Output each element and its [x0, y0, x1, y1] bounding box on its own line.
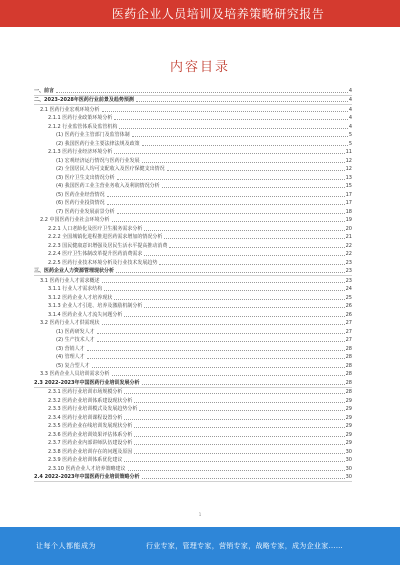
toc-entry[interactable]: [34, 182, 352, 191]
toc-leader-dots: [128, 470, 345, 471]
toc-leader-dots: [112, 375, 345, 376]
toc-entry-page: 21: [345, 234, 352, 240]
toc-entry[interactable]: [34, 190, 352, 199]
toc-leader-dots: [124, 461, 344, 462]
toc-leader-dots: [116, 272, 345, 273]
toc-entry-label: 3.1.1 行业人才需求结构: [48, 286, 103, 292]
toc-leader-dots: [142, 384, 345, 385]
toc-leader-dots: [107, 196, 345, 197]
toc-entry-label: (1) 医药研发人才: [56, 328, 95, 335]
toc-entry-page: 17: [345, 200, 352, 206]
toc-entry[interactable]: [34, 439, 352, 448]
toc-entry-label: 3.1.4 医药企业人才流失问题分析: [48, 311, 123, 318]
toc-entry-page: 29: [345, 414, 352, 421]
toc-entry-page: 28: [345, 362, 352, 369]
toc-entry-page: 29: [345, 440, 352, 446]
toc-entry[interactable]: [34, 86, 352, 96]
toc-entry-label: (1) 宏观经济运行情况与医药行业发展: [56, 157, 140, 164]
toc-entry[interactable]: [34, 131, 352, 140]
toc-entry-page: 30: [345, 474, 352, 480]
toc-entry-label: 3.3 医药企业人员培训需求分析: [40, 371, 110, 377]
toc-entry[interactable]: [34, 302, 352, 311]
toc-leader-dots: [139, 410, 344, 411]
toc-entry-page: 20: [345, 225, 352, 232]
toc-entry-page: 27: [345, 320, 352, 326]
toc-leader-dots: [144, 230, 344, 231]
toc-leader-dots: [102, 324, 345, 325]
page-number: 1: [198, 512, 202, 517]
toc-entry-label: (1) 医药行业主管部门及监管体制: [56, 132, 130, 138]
toc-entry-page: 26: [345, 303, 352, 309]
toc-entry-page: 28: [345, 345, 352, 352]
toc-entry-page: 28: [345, 389, 352, 395]
toc-entry-label: (2) 我国医药行业主要法律法规及政策: [56, 140, 140, 147]
toc-leader-dots: [114, 153, 344, 154]
toc-entry[interactable]: [34, 216, 352, 225]
toc-entry-page: 19: [345, 217, 352, 223]
toc-entry-page: 27: [345, 337, 352, 343]
toc-entry[interactable]: [34, 122, 352, 131]
toc-entry-label: 2.3.7 医药企业内部讲师队伍建设分析: [48, 440, 133, 446]
toc-entry-label: 2.1.3 医药行业经济环境分析: [48, 149, 113, 155]
toc-leader-dots: [134, 444, 344, 445]
toc-entry-page: 18: [345, 208, 352, 215]
toc-entry-label: 2.2.5 医药行业技术环境分析及行业技术发展趋势: [48, 259, 158, 266]
toc-leader-dots: [124, 419, 344, 420]
toc-entry-label: 2.3.10 医药企业人才培养策略建议: [48, 465, 126, 472]
toc-entry-label: 2.3.2 医药企业培训体系建设现状分析: [48, 397, 133, 404]
toc-entry[interactable]: [34, 156, 352, 165]
toc-entry-page: 4: [348, 87, 352, 94]
toc-entry-page: 30: [345, 457, 352, 463]
toc-entry[interactable]: [34, 173, 352, 182]
toc-entry-page: 15: [345, 183, 352, 189]
toc-entry-label: 2.3.6 医药企业培训效果评估体系分析: [48, 431, 133, 438]
toc-leader-dots: [102, 111, 348, 112]
toc-entry-page: 30: [345, 465, 352, 472]
toc-entry[interactable]: [34, 165, 352, 174]
toc-entry-page: 29: [345, 431, 352, 438]
toc-entry[interactable]: [34, 353, 352, 362]
toc-leader-dots: [104, 290, 344, 291]
toc-entry[interactable]: [34, 105, 352, 114]
toc-entry[interactable]: [34, 344, 352, 353]
toc-entry-label: 3.1.3 企业人才引进、培养及激励机制分析: [48, 303, 143, 309]
toc-entry-page: 29: [345, 397, 352, 404]
toc-entry-page: 12: [345, 166, 352, 172]
toc-leader-dots: [136, 101, 348, 102]
toc-leader-dots: [159, 264, 344, 265]
toc-entry-page: 23: [345, 259, 352, 266]
toc-entry-label: 3.2 医药行业人才供需现状: [40, 320, 100, 326]
toc-entry-label: (6) 医药行业投资情况: [56, 200, 105, 206]
toc-entry-page: 26: [345, 311, 352, 318]
toc-entry-label: (3) 营销人才: [56, 345, 85, 352]
toc-leader-dots: [92, 367, 345, 368]
toc-entry[interactable]: [34, 233, 352, 242]
toc-entry-label: 二、2023-2028年医药行业前景及趋势预测: [34, 97, 134, 103]
toc-entry-label: 2.1.2 行业监管体系及监管机构: [48, 123, 118, 130]
toc-entry[interactable]: [34, 276, 352, 285]
toc-entry-label: 3.1 医药行业人才需求概述: [40, 277, 100, 284]
toc-entry-label: (4) 我国医药工业主营业务收入及利润情况分析: [56, 183, 160, 189]
toc-entry[interactable]: [34, 148, 352, 157]
toc-entry-page: 29: [345, 423, 352, 429]
toc-entry-page: 22: [345, 251, 352, 257]
report-header-bar: [0, 0, 400, 27]
toc-leader-dots: [119, 128, 347, 129]
toc-entry[interactable]: [34, 285, 352, 294]
toc-entry-label: 2.2.1 人口老龄化及医疗卫生服务需求分析: [48, 225, 143, 232]
toc-leader-dots: [142, 478, 345, 479]
toc-entry-page: 4: [348, 106, 352, 113]
toc-entry[interactable]: [34, 336, 352, 345]
toc-entry[interactable]: [34, 310, 352, 319]
toc-leader-dots: [162, 187, 345, 188]
toc-entry-label: (4) 管理人才: [56, 354, 85, 360]
toc-entry-label: (2) 全国居民人均可支配收入及医疗保健支出情况: [56, 166, 165, 172]
toc-leader-dots: [142, 162, 345, 163]
toc-entry[interactable]: [34, 139, 352, 148]
toc-entry-label: (5) 复合型人才: [56, 362, 90, 369]
table-of-contents: [34, 86, 352, 482]
toc-entry[interactable]: [34, 250, 352, 259]
toc-leader-dots: [97, 341, 345, 342]
toc-entry-page: 5: [348, 132, 352, 138]
toc-entry-label: 2.1 医药行业宏观环境分析: [40, 106, 100, 113]
toc-entry[interactable]: [34, 207, 352, 216]
toc-entry-label: 2.3 2022-2023年中国医药行业培训发展分析: [34, 379, 140, 386]
toc-entry-label: 2.2.2 全国城镇化进程推进医药需求增加的情况分析: [48, 234, 163, 240]
toc-leader-dots: [102, 282, 345, 283]
toc-leader-dots: [87, 358, 345, 359]
toc-entry-page: 28: [345, 371, 352, 377]
toc-entry-page: 5: [348, 140, 352, 147]
toc-entry-page: 23: [345, 277, 352, 284]
toc-entry[interactable]: [34, 447, 352, 456]
toc-leader-dots: [164, 238, 344, 239]
toc-entry[interactable]: [34, 199, 352, 208]
toc-entry[interactable]: [34, 224, 352, 233]
toc-entry[interactable]: [34, 327, 352, 336]
toc-leader-dots: [112, 221, 345, 222]
toc-entry[interactable]: [34, 319, 352, 328]
toc-entry[interactable]: [34, 114, 352, 123]
toc-entry-label: 2.2.3 国民健康意识增强及居民生活水平提高推动消费: [48, 242, 168, 249]
toc-entry[interactable]: [34, 241, 352, 250]
toc-entry[interactable]: [34, 430, 352, 439]
footer-slogan-right: 行业专家，管理专家，营销专家，战略专家，成为企业家……: [146, 542, 344, 550]
toc-entry-label: (3) 医疗卫生支出情况分析: [56, 174, 115, 181]
toc-entry-label: 2.1.1 医药行业政策环境分析: [48, 115, 113, 121]
toc-entry-label: 2.2 中国医药行业社会环境分析: [40, 217, 110, 223]
toc-entry-page: 12: [345, 157, 352, 164]
toc-entry-label: 2.3.3 医药行业培训模式及发展趋势分析: [48, 406, 138, 412]
toc-leader-dots: [56, 92, 348, 93]
toc-entry-page: 30: [345, 448, 352, 455]
toc-entry[interactable]: [34, 96, 352, 106]
toc-entry-page: 27: [345, 328, 352, 335]
toc-entry[interactable]: [34, 405, 352, 414]
toc-entry[interactable]: [34, 267, 352, 277]
toc-entry-page: 24: [345, 286, 352, 292]
toc-leader-dots: [134, 453, 344, 454]
toc-entry-page: 17: [345, 191, 352, 198]
toc-leader-dots: [107, 204, 345, 205]
toc-entry-page: 11: [345, 149, 352, 155]
toc-leader-dots: [134, 427, 344, 428]
toc-leader-dots: [124, 316, 344, 317]
toc-entry-label: 2.3.1 医药行业培训市场规模分析: [48, 389, 123, 395]
toc-entry-label: 2.4 2022-2023年中国医药行业培训策略分析: [34, 474, 140, 480]
toc-entry[interactable]: [34, 361, 352, 370]
toc-leader-dots: [114, 299, 344, 300]
toc-entry[interactable]: [34, 456, 352, 465]
toc-leader-dots: [134, 436, 344, 437]
report-footer-bar: [0, 527, 400, 565]
toc-entry-page: 28: [345, 379, 352, 386]
toc-entry[interactable]: [34, 422, 352, 431]
toc-leader-dots: [167, 170, 345, 171]
toc-leader-dots: [117, 179, 345, 180]
toc-entry-page: 4: [348, 97, 352, 103]
report-header-title: 医药企业人员培训及培养策略研究报告: [111, 7, 325, 21]
toc-entry-label: 3.1.2 医药企业人才培养现状: [48, 294, 113, 301]
toc-entry[interactable]: [34, 258, 352, 267]
toc-title: 内容目录: [169, 60, 230, 75]
toc-leader-dots: [144, 307, 344, 308]
toc-leader-dots: [144, 255, 344, 256]
toc-entry[interactable]: [34, 464, 352, 473]
toc-entry-label: 2.2.4 医疗卫生体制改革提升医药消费需求: [48, 251, 143, 257]
toc-leader-dots: [142, 145, 348, 146]
toc-entry-label: 2.3.9 医药企业培训体系优化建议: [48, 457, 123, 463]
toc-entry-label: (7) 医药行业发展前景分析: [56, 208, 115, 215]
toc-leader-dots: [132, 136, 348, 137]
toc-entry-page: 23: [345, 268, 352, 274]
toc-leader-dots: [134, 402, 344, 403]
toc-entry[interactable]: [34, 388, 352, 397]
toc-entry-page: 4: [348, 115, 352, 121]
toc-leader-dots: [87, 350, 345, 351]
footer-slogan-left: 让每个人都能成为: [36, 542, 96, 550]
toc-entry[interactable]: [34, 370, 352, 379]
toc-entry-page: 13: [345, 174, 352, 181]
toc-entry[interactable]: [34, 396, 352, 405]
toc-entry-label: 一、前言: [34, 87, 55, 94]
toc-entry-label: 2.3.5 医药企业在线培训发展现状分析: [48, 423, 133, 429]
toc-entry[interactable]: [34, 378, 352, 388]
toc-entry-page: 22: [345, 242, 352, 249]
toc-leader-dots: [117, 213, 345, 214]
toc-entry-label: 2.3.8 医药企业培训存在的问题及原因: [48, 448, 133, 455]
toc-entry-label: (2) 生产技术人才: [56, 337, 95, 343]
toc-entry-page: 4: [348, 123, 352, 130]
toc-leader-dots: [124, 393, 344, 394]
toc-entry-page: 29: [345, 406, 352, 412]
toc-entry-page: 28: [345, 354, 352, 360]
toc-leader-dots: [114, 119, 347, 120]
toc-entry-label: 三、医药企业人力资源管理现状分析: [34, 268, 115, 274]
toc-leader-dots: [97, 333, 345, 334]
toc-entry-label: (5) 医药企业经营情况: [56, 191, 105, 198]
toc-entry[interactable]: [34, 413, 352, 422]
toc-leader-dots: [169, 247, 344, 248]
toc-entry[interactable]: [34, 473, 352, 483]
toc-entry[interactable]: [34, 293, 352, 302]
toc-entry-label: 2.3.4 医药行业培训课程设置分析: [48, 414, 123, 421]
toc-entry-page: 25: [345, 294, 352, 301]
